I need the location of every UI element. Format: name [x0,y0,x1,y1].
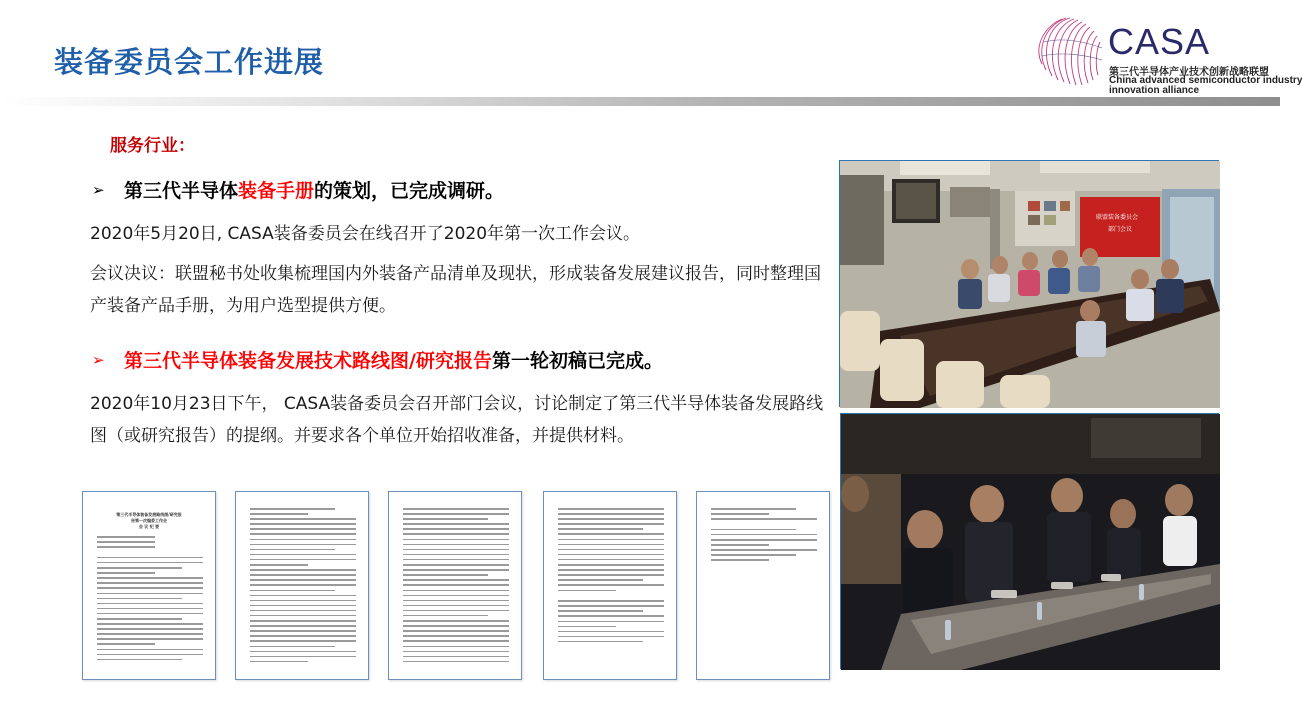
paragraph-meeting-date: 2020年5月20日, CASA装备委员会在线召开了2020年第一次工作会议。 [90,224,641,244]
heading-1-pre: 第三代半导体 [124,180,239,202]
section-label: 服务行业： [110,136,195,156]
bullet-heading-2 [92,346,663,373]
screen-text-2: 部门会议 [1108,226,1133,233]
document-heading-line-1: 第三代半导体装备发展路线图/研究报 [116,512,182,517]
document-text-lines [97,536,203,663]
document-heading-line-3: 会 议 纪 要 [138,524,160,529]
logo-wordmark: CASA [1108,21,1211,62]
document-heading [93,512,205,530]
document-heading-line-2: 告第一次编委工作会 [131,518,167,523]
logo-name-en-2: innovation alliance [1109,85,1200,96]
logo-sphere-icon [1030,12,1108,92]
paragraph-department-meeting: 2020年10月23日下午， CASA装备委员会召开部门会议，讨论制定了第三代半导体装备发展路线图（或研究报告）的提纲。并要求各个单位开始招收准备，并提供材料。 [90,394,824,446]
document-thumbnail [82,491,216,680]
casa-logo [1030,12,1302,96]
heading-2-highlight: 第三代半导体装备发展技术路线图/研究报告 [124,350,492,372]
document-text-lines [250,508,356,663]
meeting-room-illustration [840,161,1220,408]
logo-name-en-1: China advanced semiconductor industry [1109,75,1302,86]
page-title: 装备委员会工作进展 [54,45,325,79]
header-divider [0,97,1280,106]
document-thumbnail [543,491,677,680]
heading-2-post: 第一轮初稿已完成。 [491,350,663,372]
department-meeting-photo [840,413,1219,669]
document-thumbnail [388,491,522,680]
screen-text-1: 联盟装备委员会 [1096,214,1139,221]
meeting-room-photo [839,160,1219,407]
document-text-lines [711,508,817,663]
document-text-lines [403,508,509,663]
department-meeting-illustration [841,414,1220,670]
paragraph-meeting-resolution: 会议决议：联盟秘书处收集梳理国内外装备产品清单及现状，形成装备发展建议报告，同时整理国产装备产品手册，为用户选型提供方便。 [90,264,821,316]
heading-1-post: 的策划，已完成调研。 [314,180,505,202]
document-thumbnail [235,491,369,680]
document-text-lines [558,508,664,663]
heading-1-highlight: 装备手册 [238,180,315,202]
document-thumbnail [696,491,830,680]
bullet-heading-1 [92,176,504,203]
arrow-bullet-icon: ➢ [92,350,105,369]
arrow-bullet-icon: ➢ [92,180,105,199]
logo-name-cn: 第三代半导体产业技术创新战略联盟 [1109,67,1269,78]
